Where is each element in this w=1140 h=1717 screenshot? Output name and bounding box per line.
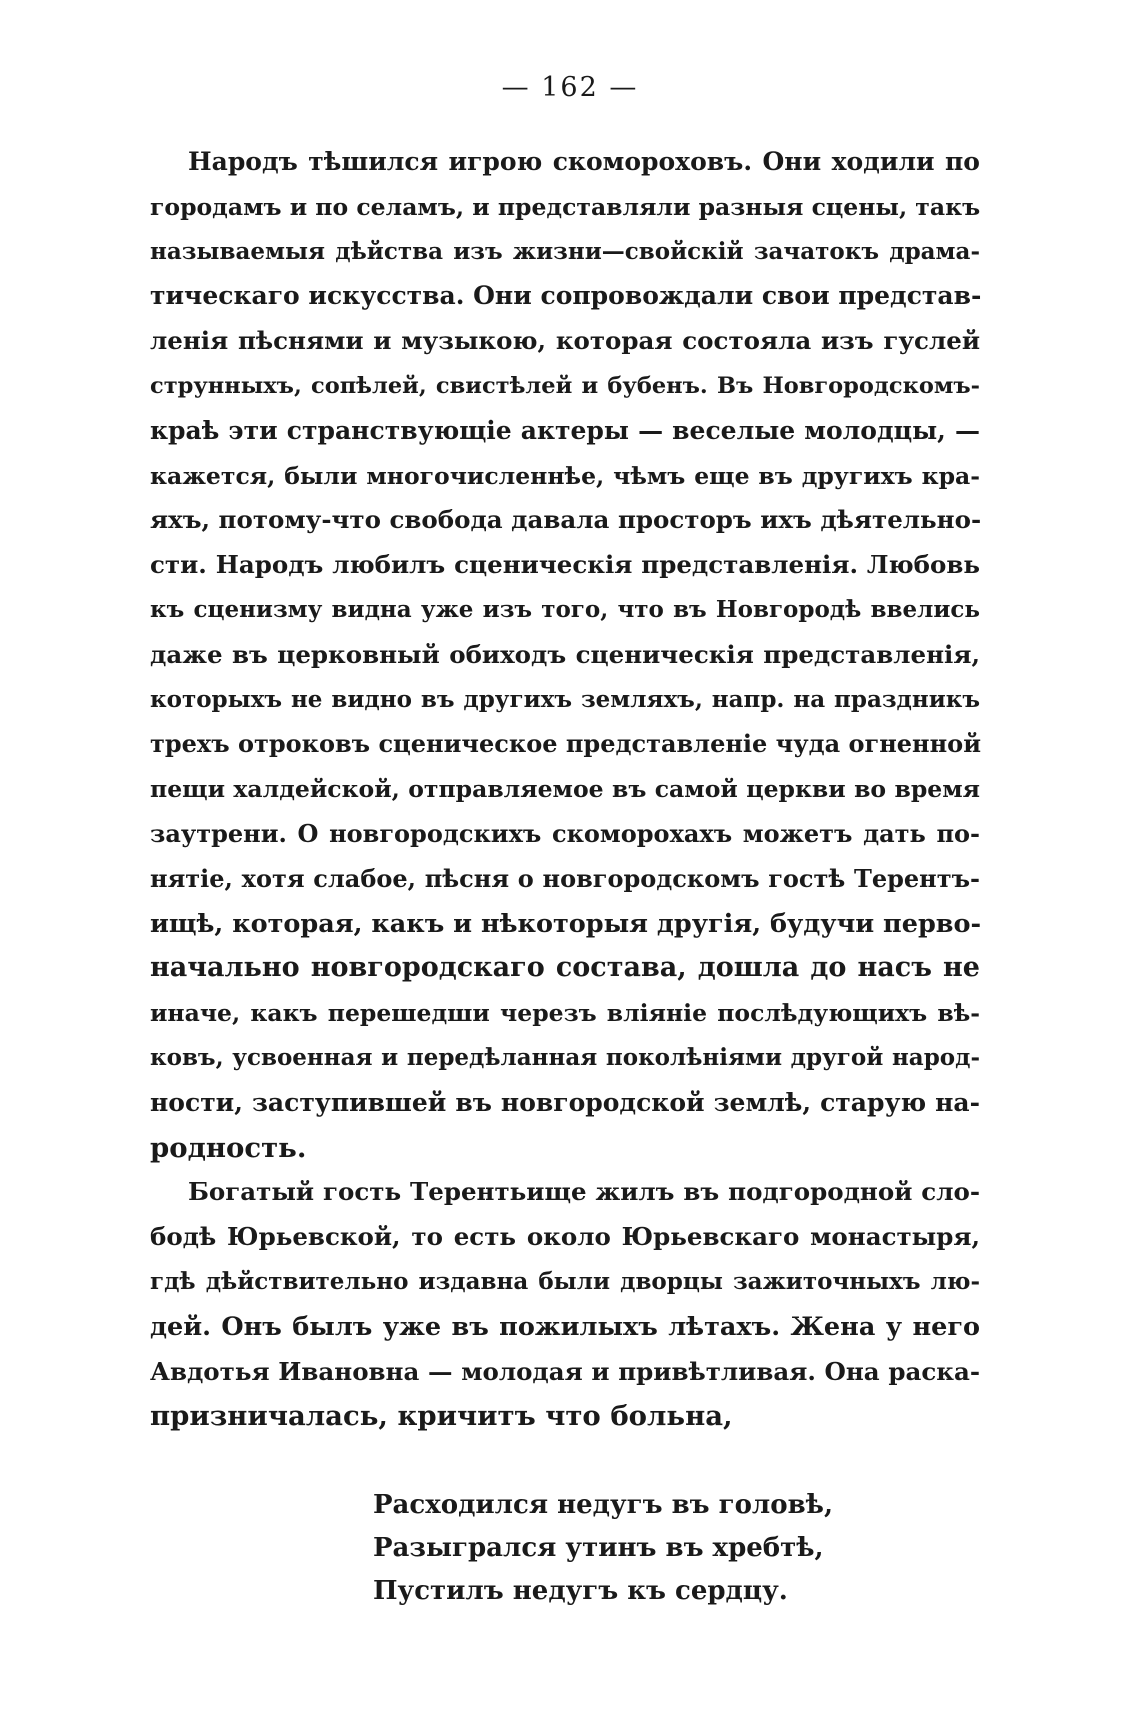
paragraph-2-line-2: бодѣ Юрьевской, то есть около Юрьевскаго монастыря, bbox=[150, 1222, 980, 1252]
paragraph-1-line-11: къ сценизму видна уже изъ того, что въ Новгородѣ ввелись bbox=[150, 595, 980, 623]
body-text bbox=[150, 140, 980, 1439]
verse-line-2: Разыгрался утинъ въ хребтѣ, bbox=[373, 1533, 824, 1563]
paragraph-1-line-23: родность. bbox=[150, 1131, 307, 1164]
paragraph-1-line-3: называемыя дѣйства изъ жизни—свойскій зачатокъ драма- bbox=[150, 237, 980, 265]
paragraph-1-line-6: струнныхъ, сопѣлей, свистѣлей и бубенъ. Въ Новгородскомъ- bbox=[150, 372, 980, 399]
paragraph-1-line-14: трехъ отроковъ сценическое представленіе чуда огненной bbox=[150, 729, 981, 759]
paragraph-1-line-19: начально новгородскаго состава, дошла до насъ не bbox=[150, 952, 980, 984]
paragraph-1-line-16: заутрени. О новгородскихъ скоморохахъ можетъ дать по- bbox=[150, 818, 980, 848]
paragraph-2-line-4: дей. Онъ былъ уже въ пожилыхъ лѣтахъ. Жена у него bbox=[150, 1311, 980, 1342]
paragraph-1-line-4: тическаго искусства. Они сопровождали свои представ- bbox=[150, 281, 982, 311]
paragraph-1-line-8: кажется, были многочисленнѣе, чѣмъ еще въ другихъ кра- bbox=[150, 461, 980, 490]
paragraph-1-line-22: ности, заступившей въ новгородской землѣ, старую на- bbox=[150, 1087, 980, 1117]
paragraph-1-line-17: нятіе, хотя слабое, пѣсня о новгородскомъ гостѣ Терентъ- bbox=[150, 863, 980, 893]
verse-quote bbox=[373, 1484, 893, 1613]
verse-line-3: Пустилъ недугъ къ сердцу. bbox=[373, 1576, 788, 1606]
paragraph-2-line-5: Авдотья Ивановна — молодая и привѣтливая. Она раска- bbox=[150, 1356, 980, 1386]
paragraph-2-line-6: призничалась, кричитъ что больна, bbox=[150, 1400, 733, 1433]
paragraph-1-line-12: даже въ церковный обиходъ сценическія представленія, bbox=[150, 639, 980, 669]
paragraph-1-line-10: сти. Народъ любилъ сценическія представленія. Любовь bbox=[150, 550, 980, 580]
paragraph-1-line-1: Народъ тѣшился игрою скомороховъ. Они ходили по bbox=[188, 147, 980, 176]
paragraph-1-line-13: которыхъ не видно въ другихъ земляхъ, напр. на праздникъ bbox=[150, 685, 980, 713]
paragraph-1-line-7: краѣ эти странствующіе актеры — веселые молодцы, — bbox=[150, 415, 980, 445]
paragraph-1-line-18: ищѣ, которая, какъ и нѣкоторыя другія, будучи перво- bbox=[150, 908, 982, 939]
paragraph-2-line-3: гдѣ дѣйствительно издавна были дворцы зажиточныхъ лю- bbox=[150, 1267, 980, 1295]
paragraph-1-line-9: яхъ, потому-что свобода давала просторъ ихъ дѣятельно- bbox=[150, 505, 982, 535]
paragraph-2-line-1: Богатый гость Терентьище жилъ въ подгородной сло- bbox=[188, 1177, 980, 1207]
paragraph-1-line-20: иначе, какъ перешедши черезъ вліяніе послѣдующихъ вѣ- bbox=[150, 999, 980, 1028]
page-number: — 162 — bbox=[501, 72, 639, 103]
paragraph-1-line-15: пещи халдейской, отправляемое въ самой церкви во время bbox=[150, 775, 980, 804]
verse-line-1: Расходился недугъ въ головѣ, bbox=[373, 1490, 833, 1520]
paragraph-1-line-5: ленія пѣснями и музыкою, которая состояла изъ гуслей bbox=[150, 326, 980, 356]
paragraph-1-line-2: городамъ и по селамъ, и представляли разныя сцены, такъ bbox=[150, 192, 981, 221]
paragraph-1-line-21: ковъ, усвоенная и передѣланная поколѣніями другой народ- bbox=[150, 1043, 980, 1071]
